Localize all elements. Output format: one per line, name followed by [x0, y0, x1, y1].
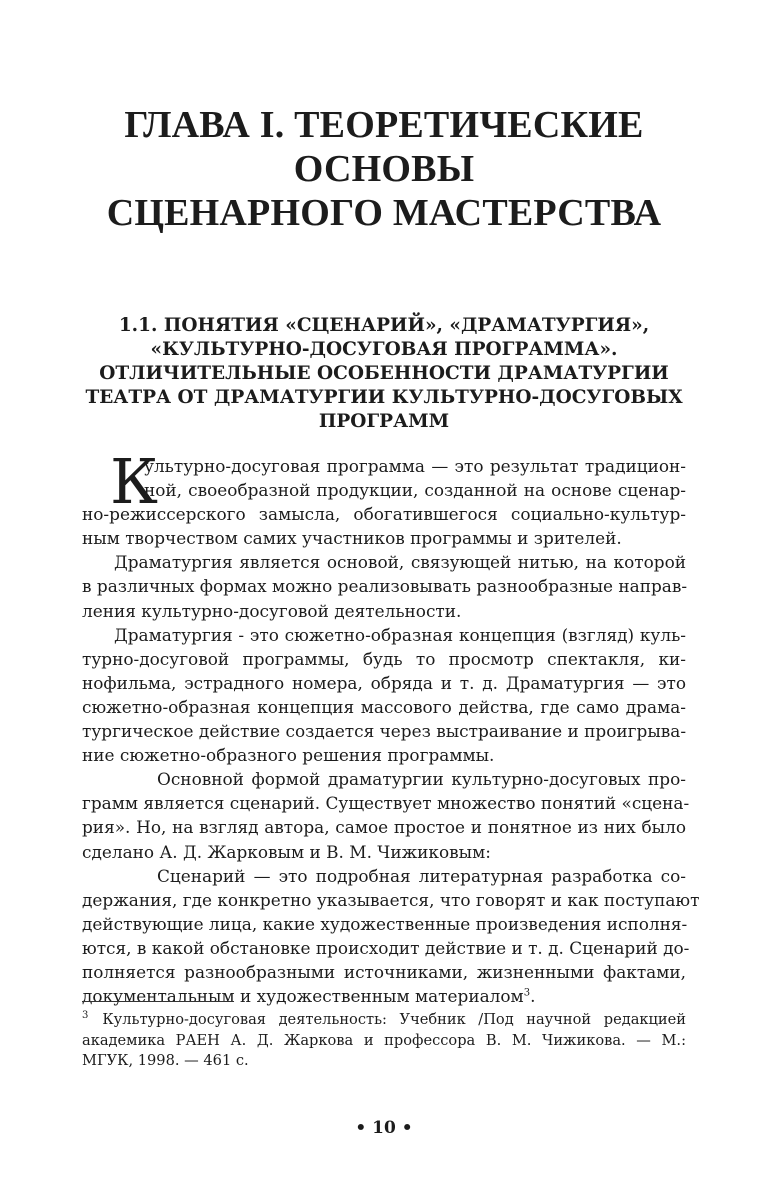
text-line: полняется разнообразными источниками, жизненными фактами, [82, 961, 686, 982]
text-line: рия». Но, на взгляд автора, самое простое и понятное из них было [82, 817, 686, 838]
section-title-line-3: ОТЛИЧИТЕЛЬНЫЕ ОСОБЕННОСТИ ДРАМАТУРГИИ [99, 363, 669, 384]
paragraph-3 [82, 623, 686, 768]
paragraph-2 [82, 550, 686, 622]
text-line: сделано А. Д. Жарковым и В. М. Чижиковым: [82, 841, 491, 862]
section-title-line-5: ПРОГРАММ [318, 411, 450, 432]
text-line: сюжетно-образная концепция массового действа, где само драма- [82, 696, 686, 717]
text-line: тургическое действие создается через выстраивание и проигрыва- [82, 721, 687, 742]
body-text [82, 445, 700, 1008]
chapter-title-line-1: ГЛАВА I. ТЕОРЕТИЧЕСКИЕ ОСНОВЫ [124, 104, 644, 190]
text-line: в различных формах можно реализовывать разнообразные направ- [82, 576, 688, 597]
text-line: Драматургия является основой, связующей нитью, на которой [114, 552, 686, 573]
chapter-title [60, 103, 708, 235]
text-line: ным творчеством самих участников программы и зрителей. [82, 528, 622, 549]
drop-cap: К [110, 445, 158, 518]
section-title-line-1: 1.1. ПОНЯТИЯ «СЦЕНАРИЙ», «ДРАМАТУРГИЯ», [118, 315, 650, 336]
text-line: ются, в какой обстановке происходит действие и т. д. Сценарий до- [82, 937, 690, 958]
text-line: ние сюжетно-образного решения программы. [82, 745, 495, 766]
footnote-mark: 3 [82, 1010, 89, 1022]
text-line: Сценарий — это подробная литературная разработка со- [157, 865, 686, 886]
text-line-with-footnote-ref: документальным и художественным материалом$^3$. [82, 986, 536, 1007]
footnote-divider [82, 1001, 234, 1002]
paragraph-1 [82, 445, 686, 550]
footnote-reference: 3 [523, 987, 531, 999]
section-title [80, 314, 688, 434]
section-title-line-2: «КУЛЬТУРНО-ДОСУГОВАЯ ПРОГРАММА». [150, 339, 618, 360]
footnote-line-2: академика РАЕН А. Д. Жаркова и профессора В. М. Чижикова. — М.: [82, 1031, 686, 1049]
footnote-line-1: Культурно-досуговая деятельность: Учебник /Под научной редакцией [102, 1011, 686, 1028]
paragraph-4 [82, 767, 690, 863]
footnote-line-3: МГУК, 1998. — 461 с. [82, 1052, 249, 1069]
page-number: • 10 • [355, 1118, 413, 1138]
text-line: нофильма, эстрадного номера, обряда и т. д. Драматургия — это [82, 672, 686, 693]
text-line: ной, своеобразной продукции, созданной на основе сценар- [144, 480, 686, 501]
text-line: действующие лица, какие художественные произведения исполня- [82, 913, 688, 934]
section-title-line-4: ТЕАТРА ОТ ДРАМАТУРГИИ КУЛЬТУРНО-ДОСУГОВЫХ [85, 387, 683, 408]
footnote [82, 1010, 686, 1072]
paragraph-5 [82, 864, 700, 1009]
text-line: документальным и художественным материалом [82, 986, 524, 1007]
chapter-title-line-2: СЦЕНАРНОГО МАСТЕРСТВА [106, 192, 662, 234]
text-line: но-режиссерского замысла, обогатившегося социально-культур- [82, 504, 686, 525]
text-line: Основной формой драматургии культурно-досуговых про- [157, 769, 686, 790]
text-line: держания, где конкретно указывается, что говорят и как поступают [82, 889, 700, 910]
text-line: ультурно-досуговая программа — это результат традицион- [144, 456, 686, 476]
text-line: грамм является сценарий. Существует множество понятий «сцена- [82, 793, 690, 814]
text-line: турно-досуговой программы, будь то просмотр спектакля, ки- [82, 648, 686, 669]
text-line: ления культурно-досуговой деятельности. [82, 600, 462, 621]
text-line: Драматургия - это сюжетно-образная концепция (взгляд) куль- [114, 624, 686, 645]
